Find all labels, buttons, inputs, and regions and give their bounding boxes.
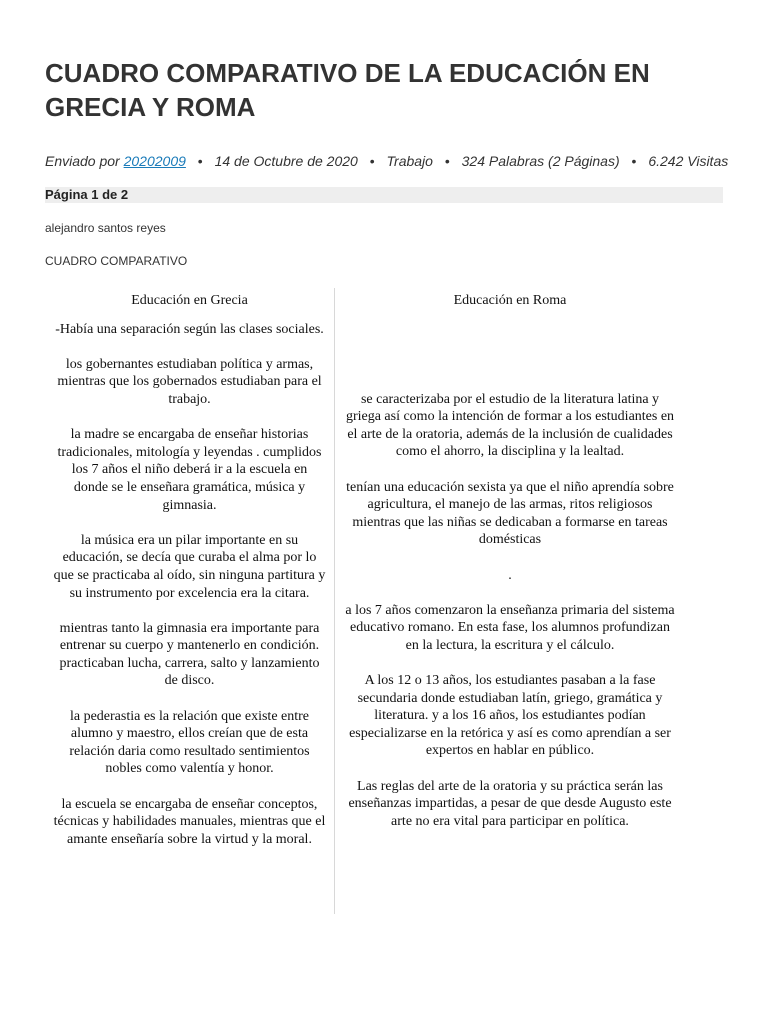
document-subtitle: CUADRO COMPARATIVO <box>45 254 188 268</box>
visits-text: 6.242 Visitas <box>648 153 729 169</box>
greece-paragraph: -Había una separación según las clases sociales. <box>55 321 324 337</box>
document-meta <box>45 153 735 169</box>
greece-column-header: Educación en Grecia <box>131 293 248 308</box>
author-link[interactable]: 20202009 <box>123 153 186 169</box>
greece-paragraph: los gobernantes estudiaban política y armas, mientras que los gobernados estudiaban para el trabajo. <box>57 356 322 407</box>
separator-dot: • <box>631 153 637 169</box>
rome-paragraph: se caracterizaba por el estudio de la literatura latina y griega así como la intención de formar a los estudiantes en el arte de la oratoria, además de la inclusión de cualidades como el ahorro, la disciplina y la lealtad. <box>345 391 675 460</box>
rome-column-spacer <box>335 321 685 391</box>
page-indicator: Página 1 de 2 <box>45 187 723 203</box>
rome-column-header: Educación en Roma <box>453 293 567 308</box>
comparison-table <box>45 288 685 914</box>
rome-paragraph: Las reglas del arte de la oratoria y su práctica serán las enseñanzas impartidas, a pesar de que desde Augusto este arte no era vital para participar en política. <box>348 778 672 829</box>
separator-dot: • <box>197 153 203 169</box>
greece-paragraph: la madre se encargaba de enseñar historias tradicionales, mitología y leyendas . cumplidos los 7 años el niño deberá ir a la escuela en donde se le enseñara gramática, música y gimnasia. <box>57 427 322 513</box>
rome-paragraph: A los 12 o 13 años, los estudiantes pasaban a la fase secundaria donde estudiaban latín, griego, gramática y literatura. y a los 16 años, los estudiantes podían especializarse en la retórica y así es como aprendían a ser expertos en hablar en público. <box>349 673 671 759</box>
date-text: 14 de Octubre de 2020 <box>214 153 358 169</box>
type-text: Trabajo <box>386 153 433 169</box>
sent-by-label: Enviado por <box>45 153 120 169</box>
author-name: alejandro santos reyes <box>45 221 166 235</box>
greece-paragraph: mientras tanto la gimnasia era importante para entrenar su cuerpo y mantenerlo en condición. practicaban lucha, carrera, salto y lanzamiento de disco. <box>59 620 320 689</box>
greece-paragraph: la pederastia es la relación que existe entre alumno y maestro, ellos creían que de esta relación daria como resultado sentimientos nobles como valentía y honor. <box>69 708 310 777</box>
greece-paragraph: la escuela se encargaba de enseñar conceptos, técnicas y habilidades manuales, mientras que el amante enseñaría sobre la virtud y la moral. <box>53 796 326 847</box>
separator-dot: • <box>369 153 375 169</box>
words-text: 324 Palabras (2 Páginas) <box>461 153 620 169</box>
greece-column <box>45 288 335 914</box>
rome-column <box>335 288 685 914</box>
separator-dot: • <box>444 153 450 169</box>
document-title: CUADRO COMPARATIVO DE LA EDUCACIÓN EN GRECIA Y ROMA <box>45 58 650 122</box>
greece-paragraph: la música era un pilar importante en su educación, se decía que curaba el alma por lo que se practicaba al oído, sin ninguna partitura y su instrumento por excelencia era la citara. <box>53 532 326 601</box>
rome-paragraph: tenían una educación sexista ya que el niño aprendía sobre agricultura, el manejo de las armas, ritos religiosos mientras que las niñas se dedicaban a formarse en tareas domésticas <box>346 479 674 548</box>
rome-paragraph: . <box>508 567 512 583</box>
rome-paragraph: a los 7 años comenzaron la enseñanza primaria del sistema educativo romano. En esta fase, los alumnos profundizan en la lectura, la escritura y el cálculo. <box>345 602 675 653</box>
